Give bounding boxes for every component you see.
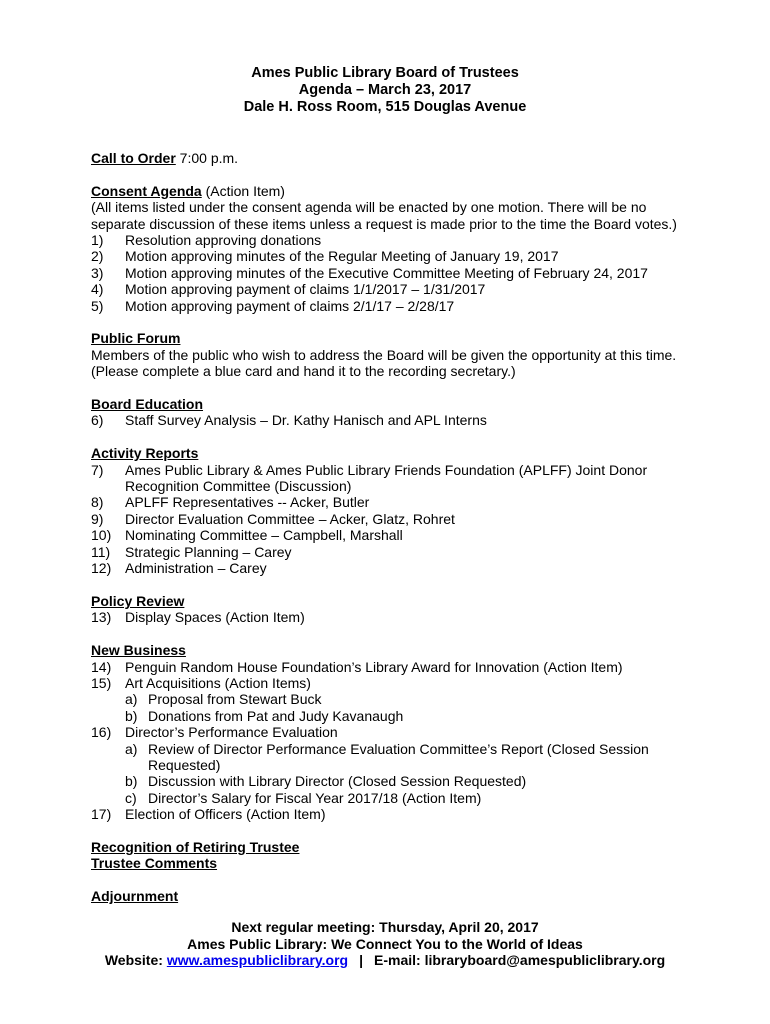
board-education-heading: Board Education [91, 396, 204, 413]
item-number: 12) [91, 560, 112, 577]
item-text: Election of Officers (Action Item) [125, 806, 326, 823]
call-to-order-section [91, 150, 691, 166]
board-title: Ames Public Library Board of Trustees [251, 65, 519, 81]
list-item [91, 265, 691, 281]
item-text: Director Evaluation Committee – Acker, Glatz, Rohret [125, 510, 455, 527]
list-item [91, 724, 691, 806]
consent-agenda-section [91, 183, 691, 314]
list-item [91, 298, 691, 314]
sub-item-text: Discussion with Library Director (Closed Session Requested) [148, 773, 527, 790]
item-text: Art Acquisitions (Action Items) [125, 674, 311, 691]
public-forum-section [91, 330, 691, 379]
list-item [91, 412, 691, 428]
item-number: 7) [91, 461, 104, 478]
item-number: 2) [91, 248, 104, 265]
item-number: 1) [91, 232, 104, 249]
item-number: 9) [91, 510, 104, 527]
list-item [91, 544, 691, 560]
sub-item [125, 773, 691, 789]
item-text: Penguin Random House Foundation’s Library Award for Innovation (Action Item) [125, 658, 623, 675]
list-item [91, 806, 691, 822]
meeting-location: Dale H. Ross Room, 515 Douglas Avenue [243, 99, 527, 115]
sub-item-text: Donations from Pat and Judy Kavanaugh [148, 707, 404, 724]
sub-item-letter: b) [125, 707, 138, 724]
item-number: 4) [91, 281, 104, 298]
list-item [91, 511, 691, 527]
item-number: 15) [91, 674, 112, 691]
item-number: 13) [91, 609, 112, 626]
trustee-comments-heading: Trustee Comments [91, 855, 218, 872]
recognition-section [91, 839, 691, 872]
list-item [91, 232, 691, 248]
sub-item-letter: a) [125, 691, 138, 708]
item-text: Motion approving minutes of the Executive Committee Meeting of February 24, 2017 [125, 264, 648, 281]
list-item [91, 609, 691, 625]
item-number: 10) [91, 527, 112, 544]
consent-agenda-note: (All items listed under the consent agenda will be enacted by one motion. There will be no separate discussion of these items unless a request is made prior to the time the Board votes.) [91, 199, 677, 232]
list-item [91, 675, 691, 724]
sub-item-letter: c) [125, 789, 137, 806]
consent-agenda-tag: (Action Item) [201, 182, 285, 199]
sub-item [125, 691, 691, 707]
document-header [0, 65, 770, 116]
website-label: Website: [104, 952, 167, 968]
footer-separator: | [359, 952, 364, 968]
item-text: Display Spaces (Action Item) [125, 609, 305, 626]
email-contact: E-mail: libraryboard@amespubliclibrary.org [374, 952, 666, 968]
item-number: 16) [91, 724, 112, 741]
list-item [91, 248, 691, 264]
new-business-section [91, 642, 691, 822]
sub-item [125, 708, 691, 724]
new-business-heading: New Business [91, 642, 186, 659]
item-text: Director’s Performance Evaluation [125, 724, 338, 741]
item-text: Staff Survey Analysis – Dr. Kathy Hanisch and APL Interns [125, 412, 487, 429]
document-footer [0, 919, 770, 969]
adjournment-heading: Adjournment [91, 888, 179, 905]
website-link[interactable]: www.amespubliclibrary.org [166, 952, 349, 968]
sub-item [125, 790, 691, 806]
agenda-body [91, 150, 691, 905]
list-item [91, 462, 691, 495]
item-text: Resolution approving donations [125, 232, 322, 249]
agenda-date: Agenda – March 23, 2017 [298, 82, 472, 98]
item-text: APLFF Representatives -- Acker, Butler [125, 494, 370, 511]
item-number: 5) [91, 297, 104, 314]
board-education-section [91, 396, 691, 429]
sub-item-text: Review of Director Performance Evaluation Committee’s Report (Closed Session Requested) [148, 740, 649, 773]
item-text: Strategic Planning – Carey [125, 543, 292, 560]
sub-item-text: Director’s Salary for Fiscal Year 2017/18 (Action Item) [148, 789, 482, 806]
item-text: Nominating Committee – Campbell, Marshall [125, 527, 403, 544]
call-to-order-heading: Call to Order [91, 150, 176, 166]
list-item [91, 560, 691, 576]
item-number: 14) [91, 658, 112, 675]
sub-item [125, 741, 691, 774]
item-number: 17) [91, 806, 112, 823]
list-item [91, 494, 691, 510]
recognition-heading: Recognition of Retiring Trustee [91, 838, 300, 855]
item-text: Motion approving minutes of the Regular Meeting of January 19, 2017 [125, 248, 559, 265]
public-forum-text: Members of the public who wish to address the Board will be given the opportunity at this time. [91, 346, 677, 363]
item-text: Administration – Carey [125, 560, 267, 577]
item-number: 8) [91, 494, 104, 511]
next-meeting: Next regular meeting: Thursday, April 20, 2017 [231, 919, 539, 935]
item-number: 3) [91, 264, 104, 281]
item-text: Motion approving payment of claims 2/1/17 – 2/28/17 [125, 297, 455, 314]
contact-line [0, 952, 770, 969]
consent-agenda-heading: Consent Agenda [91, 182, 202, 199]
item-number: 6) [91, 412, 104, 429]
activity-reports-heading: Activity Reports [91, 445, 199, 462]
public-forum-heading: Public Forum [91, 330, 181, 347]
sub-item-letter: b) [125, 773, 138, 790]
library-tagline: Ames Public Library: We Connect You to the World of Ideas [187, 935, 583, 952]
policy-review-section [91, 593, 691, 626]
list-item [91, 659, 691, 675]
public-forum-note: (Please complete a blue card and hand it to the recording secretary.) [91, 363, 516, 380]
item-text: Ames Public Library & Ames Public Library Friends Foundation (APLFF) Joint Donor Recognition Committee (Discussion) [125, 461, 648, 495]
activity-reports-section [91, 445, 691, 576]
sub-item-text: Proposal from Stewart Buck [148, 691, 322, 708]
list-item [91, 281, 691, 297]
policy-review-heading: Policy Review [91, 592, 185, 609]
sub-item-letter: a) [125, 740, 138, 757]
call-to-order-time: 7:00 p.m. [175, 150, 239, 166]
item-text: Motion approving payment of claims 1/1/2017 – 1/31/2017 [125, 281, 486, 298]
adjournment-section [91, 888, 691, 904]
list-item [91, 527, 691, 543]
item-number: 11) [91, 543, 111, 560]
